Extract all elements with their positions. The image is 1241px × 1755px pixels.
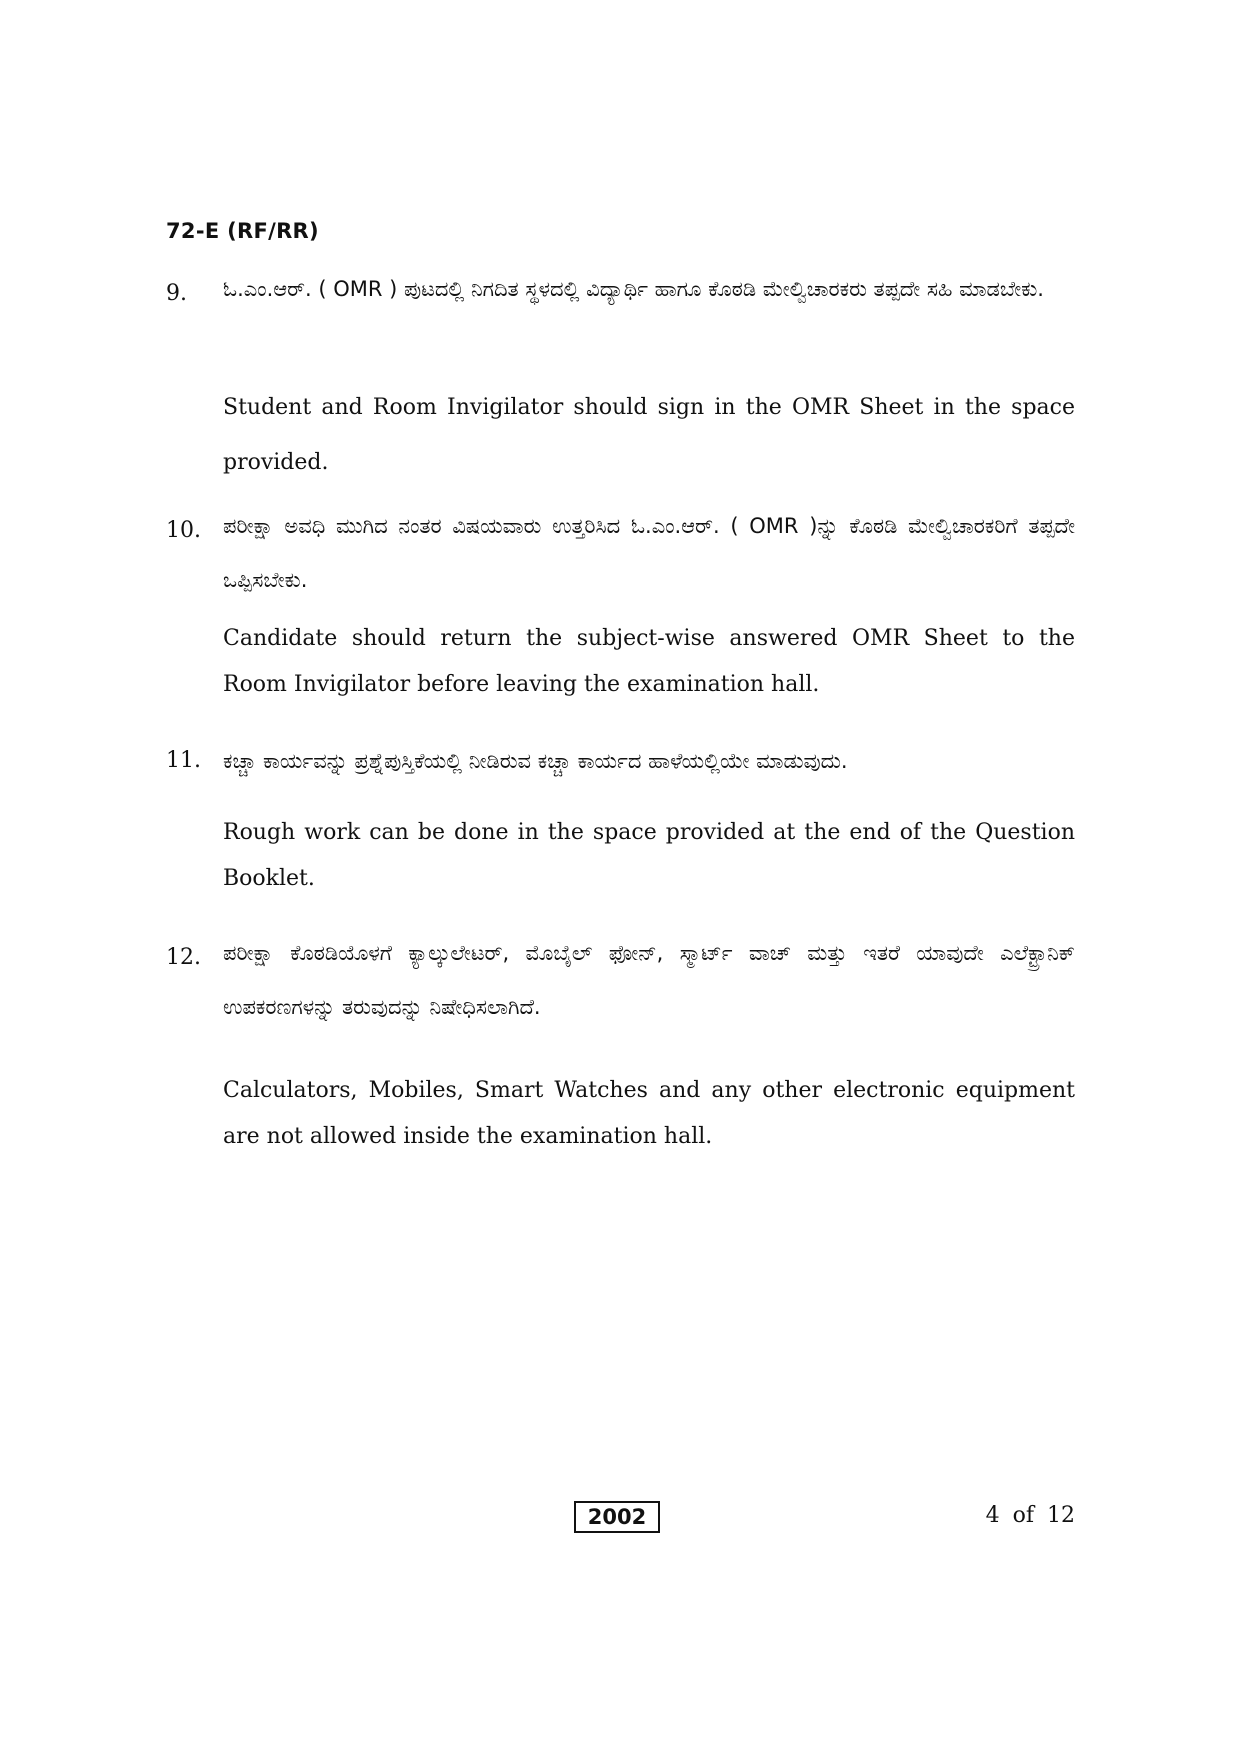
paper-code: 72-E (RF/RR) <box>166 219 319 243</box>
instruction-11-english: Rough work can be done in the space provided at the end of the Question Booklet. <box>223 820 1075 891</box>
instruction-12-number: 12. <box>166 945 201 970</box>
instruction-9-kannada: ಓ.ಎಂ.ಆರ್. ( OMR ) ಪುಟದಲ್ಲಿ ನಿಗದಿತ ಸ್ಥಳದಲ್ಲಿ ವಿದ್ಯಾರ್ಥಿ ಹಾಗೂ ಕೊಠಡಿ ಮೇಲ್ವಿಚಾರಕರು ತಪ್ಪದೇ ಸಹಿ ಮಾಡಬೇಕು. <box>223 277 1044 301</box>
instruction-11-number: 11. <box>166 748 201 773</box>
instruction-11-kannada: ಕಚ್ಚಾ ಕಾರ್ಯವನ್ನು ಪ್ರಶ್ನೆಪುಸ್ತಿಕೆಯಲ್ಲಿ ನೀಡಿರುವ ಕಚ್ಚಾ ಕಾರ್ಯದ ಹಾಳೆಯಲ್ಲಿಯೇ ಮಾಡುವುದು. <box>223 749 848 773</box>
booklet-code-box: 2002 <box>574 1501 660 1533</box>
instruction-12-kannada: ಪರೀಕ್ಷಾ ಕೊಠಡಿಯೊಳಗೆ ಕ್ಯಾಲ್ಕುಲೇಟರ್, ಮೊಬೈಲ್ ಫೋನ್, ಸ್ಮಾರ್ಟ್ ವಾಚ್ ಮತ್ತು ಇತರೆ ಯಾವುದೇ ಎಲೆಕ್ಟ್ರಾನಿಕ್ ಉಪಕರಣಗಳನ್ನು ತರುವುದನ್ನು ನಿಷೇಧಿಸಲಾಗಿದೆ. <box>223 941 1075 1019</box>
instruction-9-english: Student and Room Invigilator should sign in the OMR Sheet in the space provided. <box>223 395 1075 475</box>
instruction-10-number: 10. <box>166 518 201 543</box>
instruction-9-number: 9. <box>166 281 187 306</box>
instruction-10-kannada: ಪರೀಕ್ಷಾ ಅವಧಿ ಮುಗಿದ ನಂತರ ವಿಷಯವಾರು ಉತ್ತರಿಸಿದ ಓ.ಎಂ.ಆರ್. ( OMR )ನ್ನು ಕೊಠಡಿ ಮೇಲ್ವಿಚಾರಕರಿಗೆ ತಪ್ಪದೇ ಒಪ್ಪಿಸಬೇಕು. <box>223 514 1075 592</box>
instruction-10-english: Candidate should return the subject-wise answered OMR Sheet to the Room Invigilator before leaving the examination hall. <box>223 626 1075 697</box>
instruction-12-english: Calculators, Mobiles, Smart Watches and any other electronic equipment are not allowed inside the examination hall. <box>223 1078 1075 1149</box>
page-number: 4 of 12 <box>985 1503 1075 1528</box>
